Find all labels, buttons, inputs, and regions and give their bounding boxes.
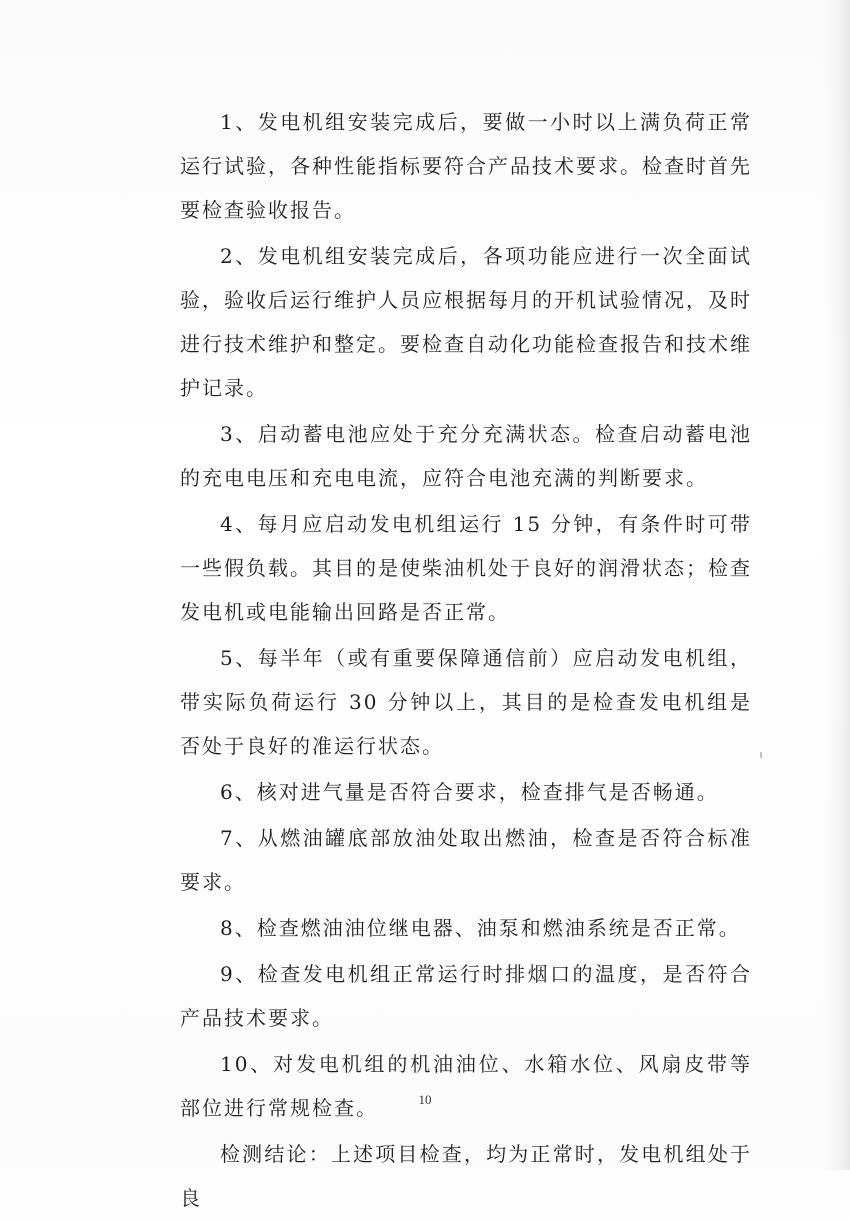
paragraph-4: 4、每月应启动发电机组运行 15 分钟，有条件时可带一些假负载。其目的是使柴油机处于良好的润滑状态；检查发电机或电能输出回路是否正常。 [180,512,752,624]
paragraph-9: 9、检查发电机组正常运行时排烟口的温度，是否符合产品技术要求。 [180,962,752,1030]
page-number: 10 [418,1092,432,1107]
paragraph-7: 7、从燃油罐底部放油处取出燃油，检查是否符合标准要求。 [180,826,752,894]
paragraph-1: 1、发电机组安装完成后，要做一小时以上满负荷正常运行试验，各种性能指标要符合产品技术要求。检查时首先要检查验收报告。 [180,110,752,222]
scan-speck [760,752,762,758]
body-text [180,100,752,1220]
scan-edge-shadow [822,0,850,1170]
paragraph-3: 3、启动蓄电池应处于充分充满状态。检查启动蓄电池的充电电压和充电电流，应符合电池充满的判断要求。 [180,422,752,490]
paragraph-10: 10、对发电机组的机油油位、水箱水位、风扇皮带等部位进行常规检查。 [180,1052,752,1120]
paragraph-6: 6、核对进气量是否符合要求，检查排气是否畅通。 [220,780,719,804]
paragraph-8: 8、检查燃油油位继电器、油泵和燃油系统是否正常。 [220,916,741,940]
conclusion-paragraph: 检测结论：上述项目检查，均为正常时，发电机组处于良 [180,1142,752,1210]
paragraph-5: 5、每半年（或有重要保障通信前）应启动发电机组，带实际负荷运行 30 分钟以上，其目的是检查发电机组是否处于良好的准运行状态。 [180,646,752,758]
paragraph-2: 2、发电机组安装完成后，各项功能应进行一次全面试验，验收后运行维护人员应根据每月的开机试验情况，及时进行技术维护和整定。要检查自动化功能检查报告和技术维护记录。 [180,244,752,400]
